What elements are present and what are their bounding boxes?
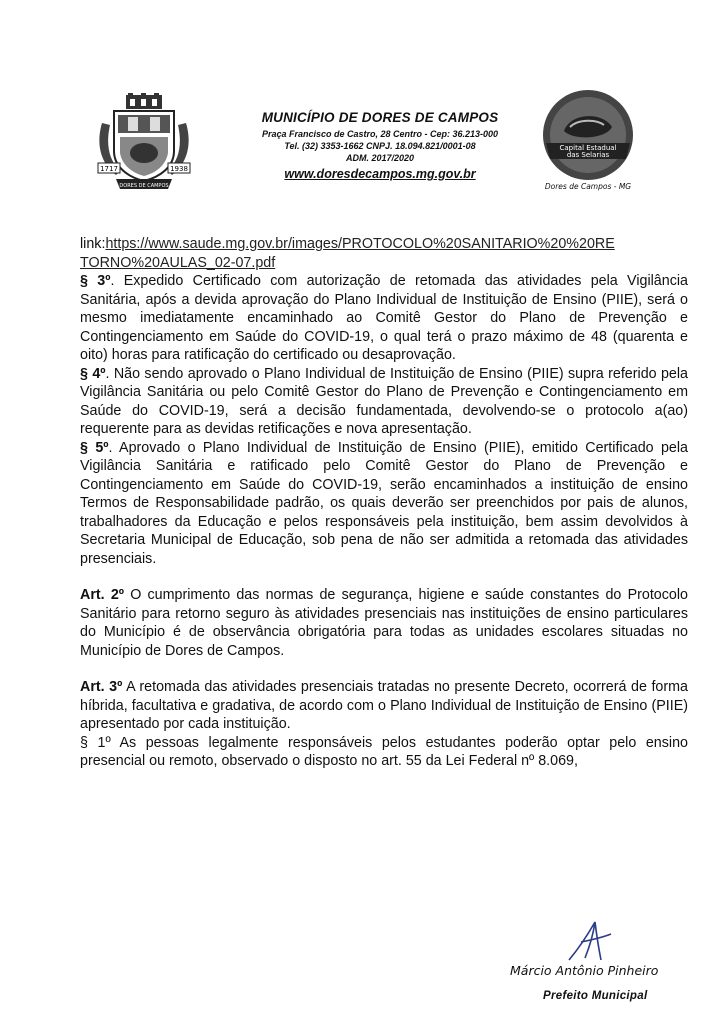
paragraph-4-text: . Não sendo aprovado o Plano Individual de Instituição de Ensino (PIIE) supra referido pela Vigilância Sanitária ou pelo Comitê Gestor do Plano de Prevenção e Contingenciamento em Saúde do COVID-19, será a decisão fundamentada, devolvendo-se o protocolo a(ao) requerente para as devidas retificações e nova apresentação. — [80, 365, 688, 437]
protocol-link[interactable]: https://www.saude.mg.gov.br/images/PROTOCOLO%20SANITARIO%20%20RE — [105, 236, 615, 252]
paragraph-5 — [80, 439, 688, 569]
signatory-name: Márcio Antônio Pinheiro — [510, 963, 659, 978]
paragraph-3 — [80, 272, 688, 365]
article-2-text: O cumprimento das normas de segurança, higiene e saúde constantes do Protocolo Sanitário para retorno seguro às atividades presenciais nas instituições de ensino particulares do Município é de observância obrigatória para todas as unidades escolares situadas no Município de Dores de Campos. — [80, 587, 688, 659]
article-2-label: Art. 2º — [80, 587, 124, 603]
paragraph-3-text: . Expedido Certificado com autorização de retomada das atividades pela Vigilância Sanitária, após a devida aprovação do Plano Individual de Instituição de Ensino (PIIE), será o mesmo imediatamente encaminhado ao Comitê Gestor do Plano de Prevenção e Contingenciamento em Saúde do COVID-19, o qual terá o prazo máximo de 48 (quarenta e oito) horas para ratificação do certificado ou desaprovação. — [80, 273, 688, 363]
crest-year-left: 1717 — [100, 165, 118, 173]
website-link[interactable]: www.doresdecampos.mg.gov.br — [284, 167, 476, 181]
article-3-paragraph-1: § 1º As pessoas legalmente responsáveis pelos estudantes poderão optar pelo ensino presencial ou remoto, observado o disposto no art. 55 da Lei Federal nº 8.069, — [80, 734, 688, 769]
contact-line: Tel. (32) 3353-1662 CNPJ. 18.094.821/0001-08 — [284, 141, 476, 151]
link-prefix: link: — [80, 236, 106, 252]
paragraph-5-label: § 5º — [80, 439, 109, 456]
municipal-crest-icon — [96, 93, 192, 191]
letterhead — [230, 110, 530, 181]
seal-caption: Dores de Campos - MG — [544, 182, 632, 191]
decree-body — [80, 235, 688, 771]
article-3 — [80, 678, 688, 734]
article-3-label: Art. 3º — [80, 679, 123, 695]
article-2 — [80, 586, 688, 660]
paragraph-4 — [80, 365, 688, 439]
protocol-link-continuation[interactable]: TORNO%20AULAS_02-07.pdf — [80, 254, 276, 271]
crest-motto: DORES DE CAMPOS — [119, 183, 169, 189]
administration-line: ADM. 2017/2020 — [345, 153, 415, 163]
article-3-text: A retomada das atividades presenciais tratadas no presente Decreto, ocorrerá de forma híbrida, facultativa e gradativa, de acordo com o Plano Individual de Instituição de Ensino (PIIE) apresentado por cada instituição. — [80, 679, 688, 732]
signatory-role: Prefeito Municipal — [543, 990, 648, 1002]
address-line: Praça Francisco de Castro, 28 Centro - Cep: 36.213-000 — [261, 129, 499, 139]
protocol-link-line — [80, 235, 688, 272]
paragraph-4-label: § 4º — [80, 365, 106, 382]
paragraph-3-label: § 3º — [80, 273, 111, 289]
signature-scribble-icon — [565, 918, 615, 964]
municipality-title: MUNICÍPIO DE DORES DE CAMPOS — [261, 110, 499, 125]
crest-year-right: 1938 — [170, 165, 188, 173]
paragraph-5-text: . Aprovado o Plano Individual de Instituição de Ensino (PIIE), emitido Certificado pela Vigilância Sanitária e ratificado pelo Comitê Gestor do Plano de Prevenção e Contingenciamento em Saúde do COVID-19, serão encaminhados a instituição de ensino Termos de Responsabilidade padrão, os quais deverão ser preenchidos por pais de alunos, trabalhadores da Educação e pelos responsáveis pela instituição, bem assim devolvidos à Secretaria Municipal de Educação, sob pena de não ser admitida a retomada das atividades presenciais. — [80, 439, 689, 567]
svg-text:das Selarias: das Selarias — [566, 151, 610, 159]
seal-text: Capital Estadual — [559, 144, 617, 152]
